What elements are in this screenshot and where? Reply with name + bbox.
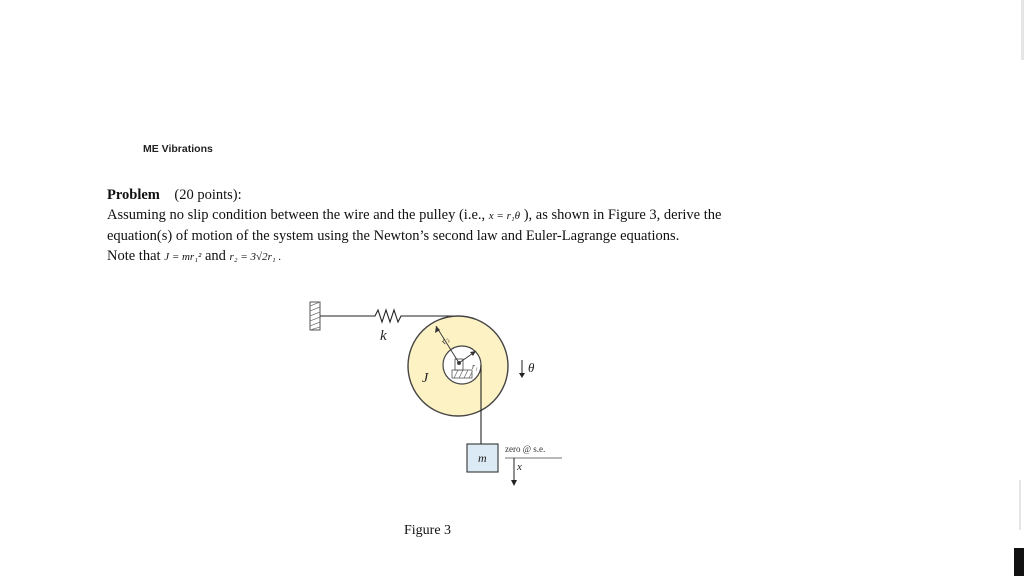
pivot-support — [452, 370, 472, 378]
mass-label: m — [478, 451, 487, 465]
inertia-equation: J = mr₁² — [164, 251, 202, 263]
zero-label: zero @ s.e. — [505, 444, 546, 454]
constraint-equation: x = r₁θ — [488, 210, 521, 222]
problem-line1b: ), as shown in Figure 3, — [523, 207, 661, 223]
problem-line1a: Assuming no slip condition between the wire and the pulley (i.e., — [107, 207, 486, 223]
problem-line2: derive the equation(s) of motion of the system using the Newton’s second law and Euler-Lagrange equations. — [107, 207, 722, 244]
note-prefix: Note that — [107, 248, 161, 264]
problem-statement — [107, 185, 767, 267]
figure-3-diagram — [300, 296, 580, 496]
note-and: and — [204, 248, 226, 264]
r2-label: r₂ — [438, 334, 451, 346]
radius-equation: r₂ = 3√2r₁ . — [229, 251, 282, 263]
course-header: ME Vibrations — [143, 143, 213, 155]
inertia-label: J — [422, 371, 429, 386]
x-label: x — [517, 461, 522, 473]
x-arrowhead — [511, 480, 517, 486]
problem-title: Problem — [107, 187, 160, 203]
r1-label: r₁ — [472, 362, 478, 371]
theta-label: θ — [528, 360, 535, 375]
figure-caption: Figure 3 — [404, 523, 452, 538]
spring-label: k — [380, 328, 387, 344]
right-edge-dark-mark — [1014, 548, 1024, 576]
right-edge-mark-lower — [1019, 480, 1021, 530]
theta-arrowhead — [519, 373, 525, 378]
problem-points: (20 points): — [174, 187, 242, 203]
